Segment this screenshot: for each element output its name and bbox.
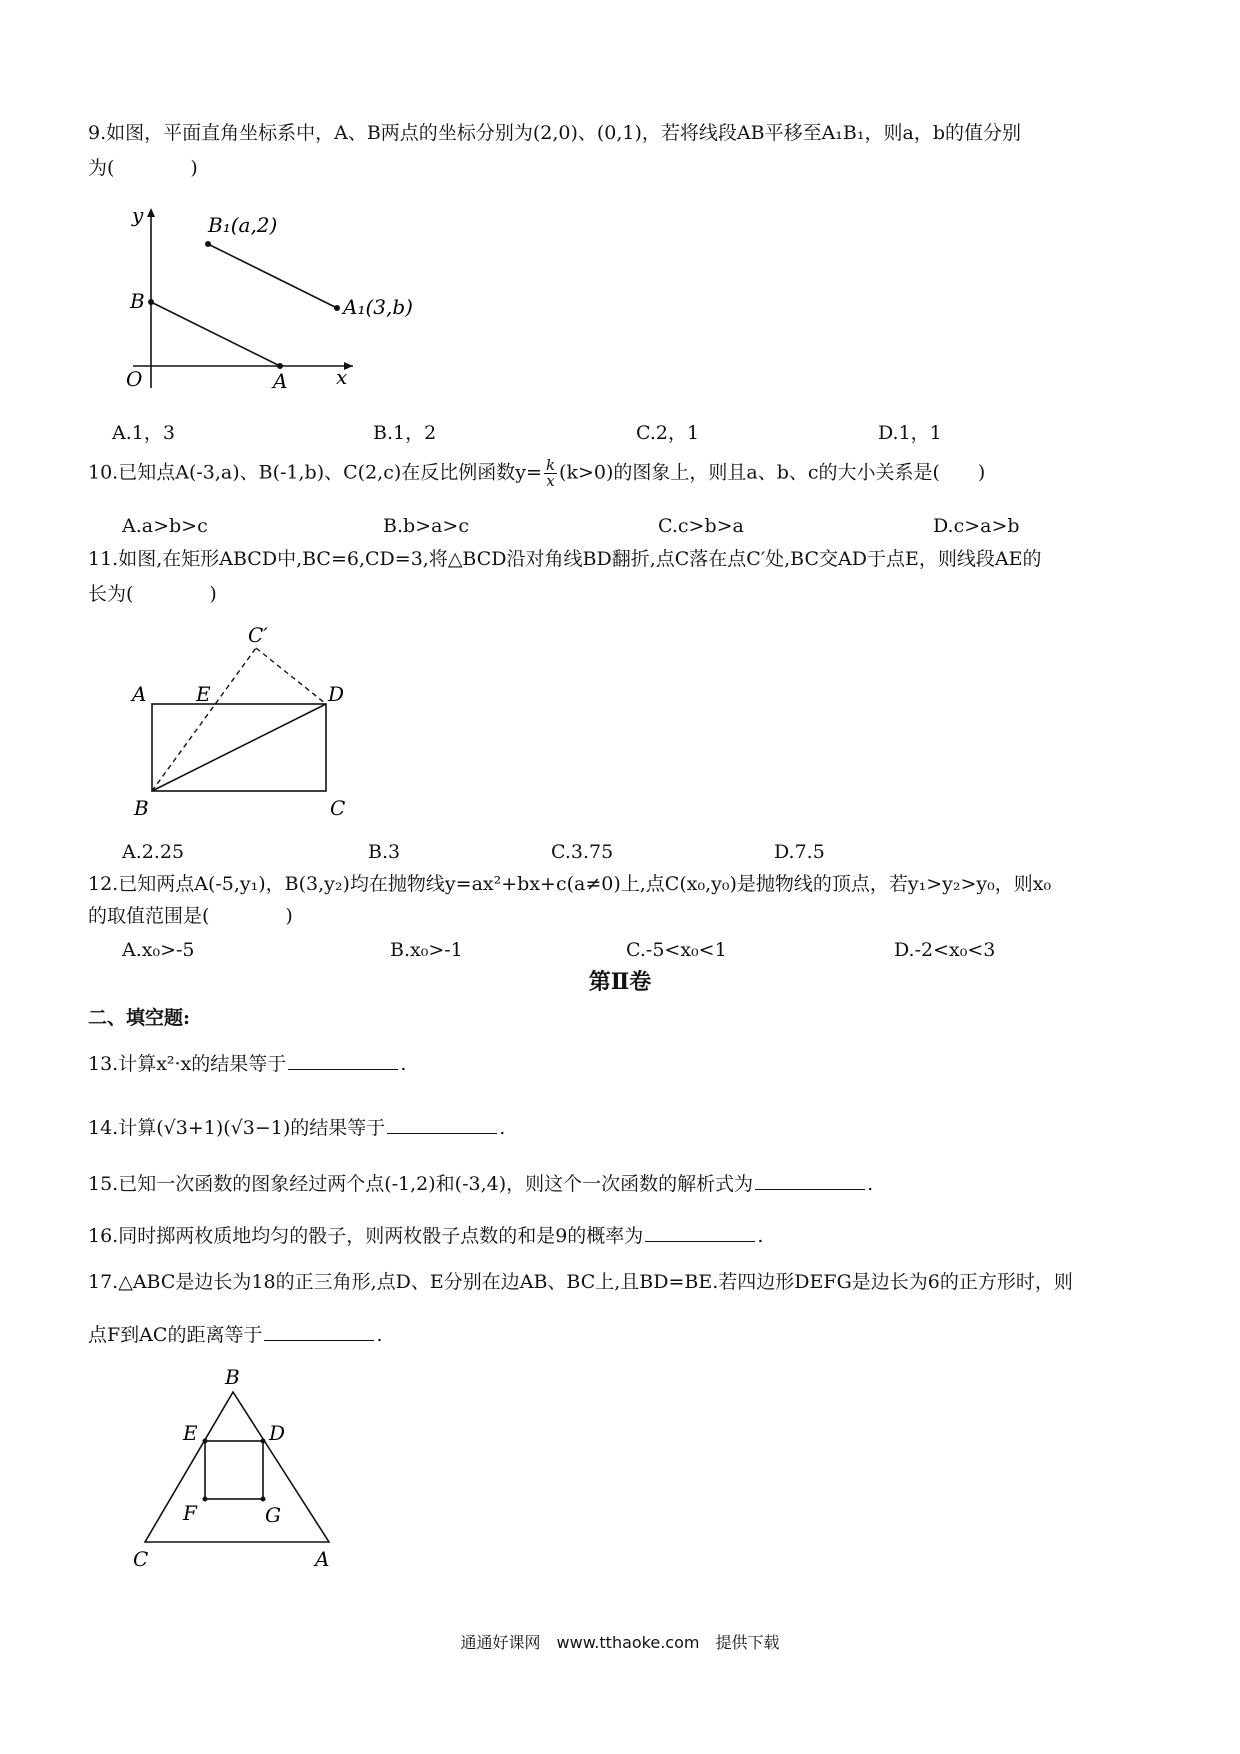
part2-title: 第Ⅱ卷	[588, 969, 652, 995]
section-fill-in-blank: 二、填空题:	[88, 1007, 191, 1029]
q13-answer-blank[interactable]	[288, 1051, 398, 1070]
q10-frac-num: k	[545, 456, 556, 474]
q11-option-a: A.2.25	[122, 841, 185, 863]
q11-option-d: D.7.5	[774, 841, 825, 863]
q10-option-c: C.c>b>a	[658, 515, 744, 537]
q12-option-d: D.-2<x₀<3	[894, 939, 996, 961]
q16-text-post: .	[757, 1225, 764, 1247]
q9-text-line2: 为( )	[88, 157, 198, 179]
q14-answer-blank[interactable]	[387, 1115, 497, 1134]
q16-text	[88, 1223, 763, 1248]
q9-label-a: A	[273, 369, 288, 393]
q10-text-pre: 10.已知点A(-3,a)、B(-1,b)、C(2,c)在反比例函数y=	[88, 461, 542, 484]
q9-label-o: O	[126, 367, 143, 391]
q16-text-pre: 16.同时掷两枚质地均匀的骰子，则两枚骰子点数的和是9的概率为	[88, 1225, 644, 1247]
q9-text-line1: 9.如图，平面直角坐标系中，A、B两点的坐标分别为(2,0)、(0,1)，若将线段AB平移至A₁B₁，则a，b的值分别	[88, 122, 1021, 144]
q11-label-cprime: C′	[248, 623, 268, 647]
q9-option-b: B.1，2	[373, 422, 437, 444]
q9-option-d: D.1，1	[878, 422, 942, 444]
q17-text-line2	[88, 1322, 383, 1347]
q11-label-e: E	[196, 682, 211, 706]
q17-answer-blank[interactable]	[264, 1322, 374, 1341]
q11-label-a: A	[132, 682, 147, 706]
q11-option-c: C.3.75	[551, 841, 614, 863]
q10-option-d: D.c>a>b	[933, 515, 1020, 537]
q12-text-line2: 的取值范围是( )	[88, 905, 293, 927]
q9-option-c: C.2，1	[636, 422, 700, 444]
q9-label-a1: A₁(3,b)	[343, 295, 413, 319]
q17-label-d: D	[269, 1421, 286, 1445]
q11-label-d: D	[328, 682, 345, 706]
q17-label-a: A	[315, 1547, 330, 1571]
q9-label-b: B	[130, 289, 145, 313]
q15-answer-blank[interactable]	[755, 1171, 865, 1190]
q14-text	[88, 1115, 505, 1140]
q17-label-f: F	[183, 1501, 197, 1525]
q11-text-line2: 长为( )	[88, 583, 217, 605]
q9-figure	[118, 198, 438, 398]
q14-text-pre: 14.计算(√3+1)(√3−1)的结果等于	[88, 1117, 386, 1139]
q17-figure	[125, 1362, 365, 1587]
q10-frac-den: x	[546, 472, 555, 490]
q11-figure	[128, 622, 368, 827]
q9-label-x: x	[336, 365, 348, 389]
q16-answer-blank[interactable]	[645, 1223, 755, 1242]
page-footer: 通通好课网 www.tthaoke.com 提供下载	[460, 1633, 780, 1652]
q15-text	[88, 1171, 873, 1196]
q11-option-b: B.3	[368, 841, 401, 863]
q11-text-line1: 11.如图,在矩形ABCD中,BC=6,CD=3,将△BCD沿对角线BD翻折,点C落在点C′处,BC交AD于点E，则线段AE的	[88, 548, 1042, 570]
q17-label-c: C	[133, 1547, 149, 1571]
q17-text-line1: 17.△ABC是边长为18的正三角形,点D、E分别在边AB、BC上,且BD=BE.若四边形DEFG是边长为6的正方形时，则	[88, 1271, 1073, 1293]
q12-option-b: B.x₀>-1	[390, 939, 463, 961]
q10-option-b: B.b>a>c	[383, 515, 469, 537]
q11-label-b: B	[134, 796, 149, 820]
q14-text-post: .	[499, 1117, 506, 1139]
q10-text	[88, 458, 985, 489]
q9-option-a: A.1，3	[112, 422, 175, 444]
q11-label-c: C	[330, 796, 346, 820]
q17-label-g: G	[265, 1503, 281, 1527]
q17-label-b: B	[225, 1365, 240, 1389]
q17-text-post: .	[376, 1324, 383, 1346]
q9-label-y: y	[132, 203, 144, 227]
q13-text-pre: 13.计算x²·x的结果等于	[88, 1053, 287, 1075]
q10-fraction	[544, 458, 557, 489]
q13-text-post: .	[400, 1053, 407, 1075]
q15-text-pre: 15.已知一次函数的图象经过两个点(-1,2)和(-3,4)，则这个一次函数的解析式为	[88, 1173, 754, 1195]
q17-text-pre: 点F到AC的距离等于	[88, 1324, 263, 1346]
q10-text-post: (k>0)的图象上，则且a、b、c的大小关系是( )	[559, 461, 986, 484]
q17-label-e: E	[183, 1421, 198, 1445]
q9-label-b1: B₁(a,2)	[208, 213, 278, 237]
q10-option-a: A.a>b>c	[122, 515, 208, 537]
q15-text-post: .	[867, 1173, 874, 1195]
q12-option-c: C.-5<x₀<1	[626, 939, 727, 961]
q12-text-line1: 12.已知两点A(-5,y₁)，B(3,y₂)均在抛物线y=ax²+bx+c(a≠0)上,点C(x₀,y₀)是抛物线的顶点，若y₁>y₂>y₀，则x₀	[88, 873, 1052, 895]
q12-option-a: A.x₀>-5	[122, 939, 195, 961]
q13-text	[88, 1051, 406, 1076]
